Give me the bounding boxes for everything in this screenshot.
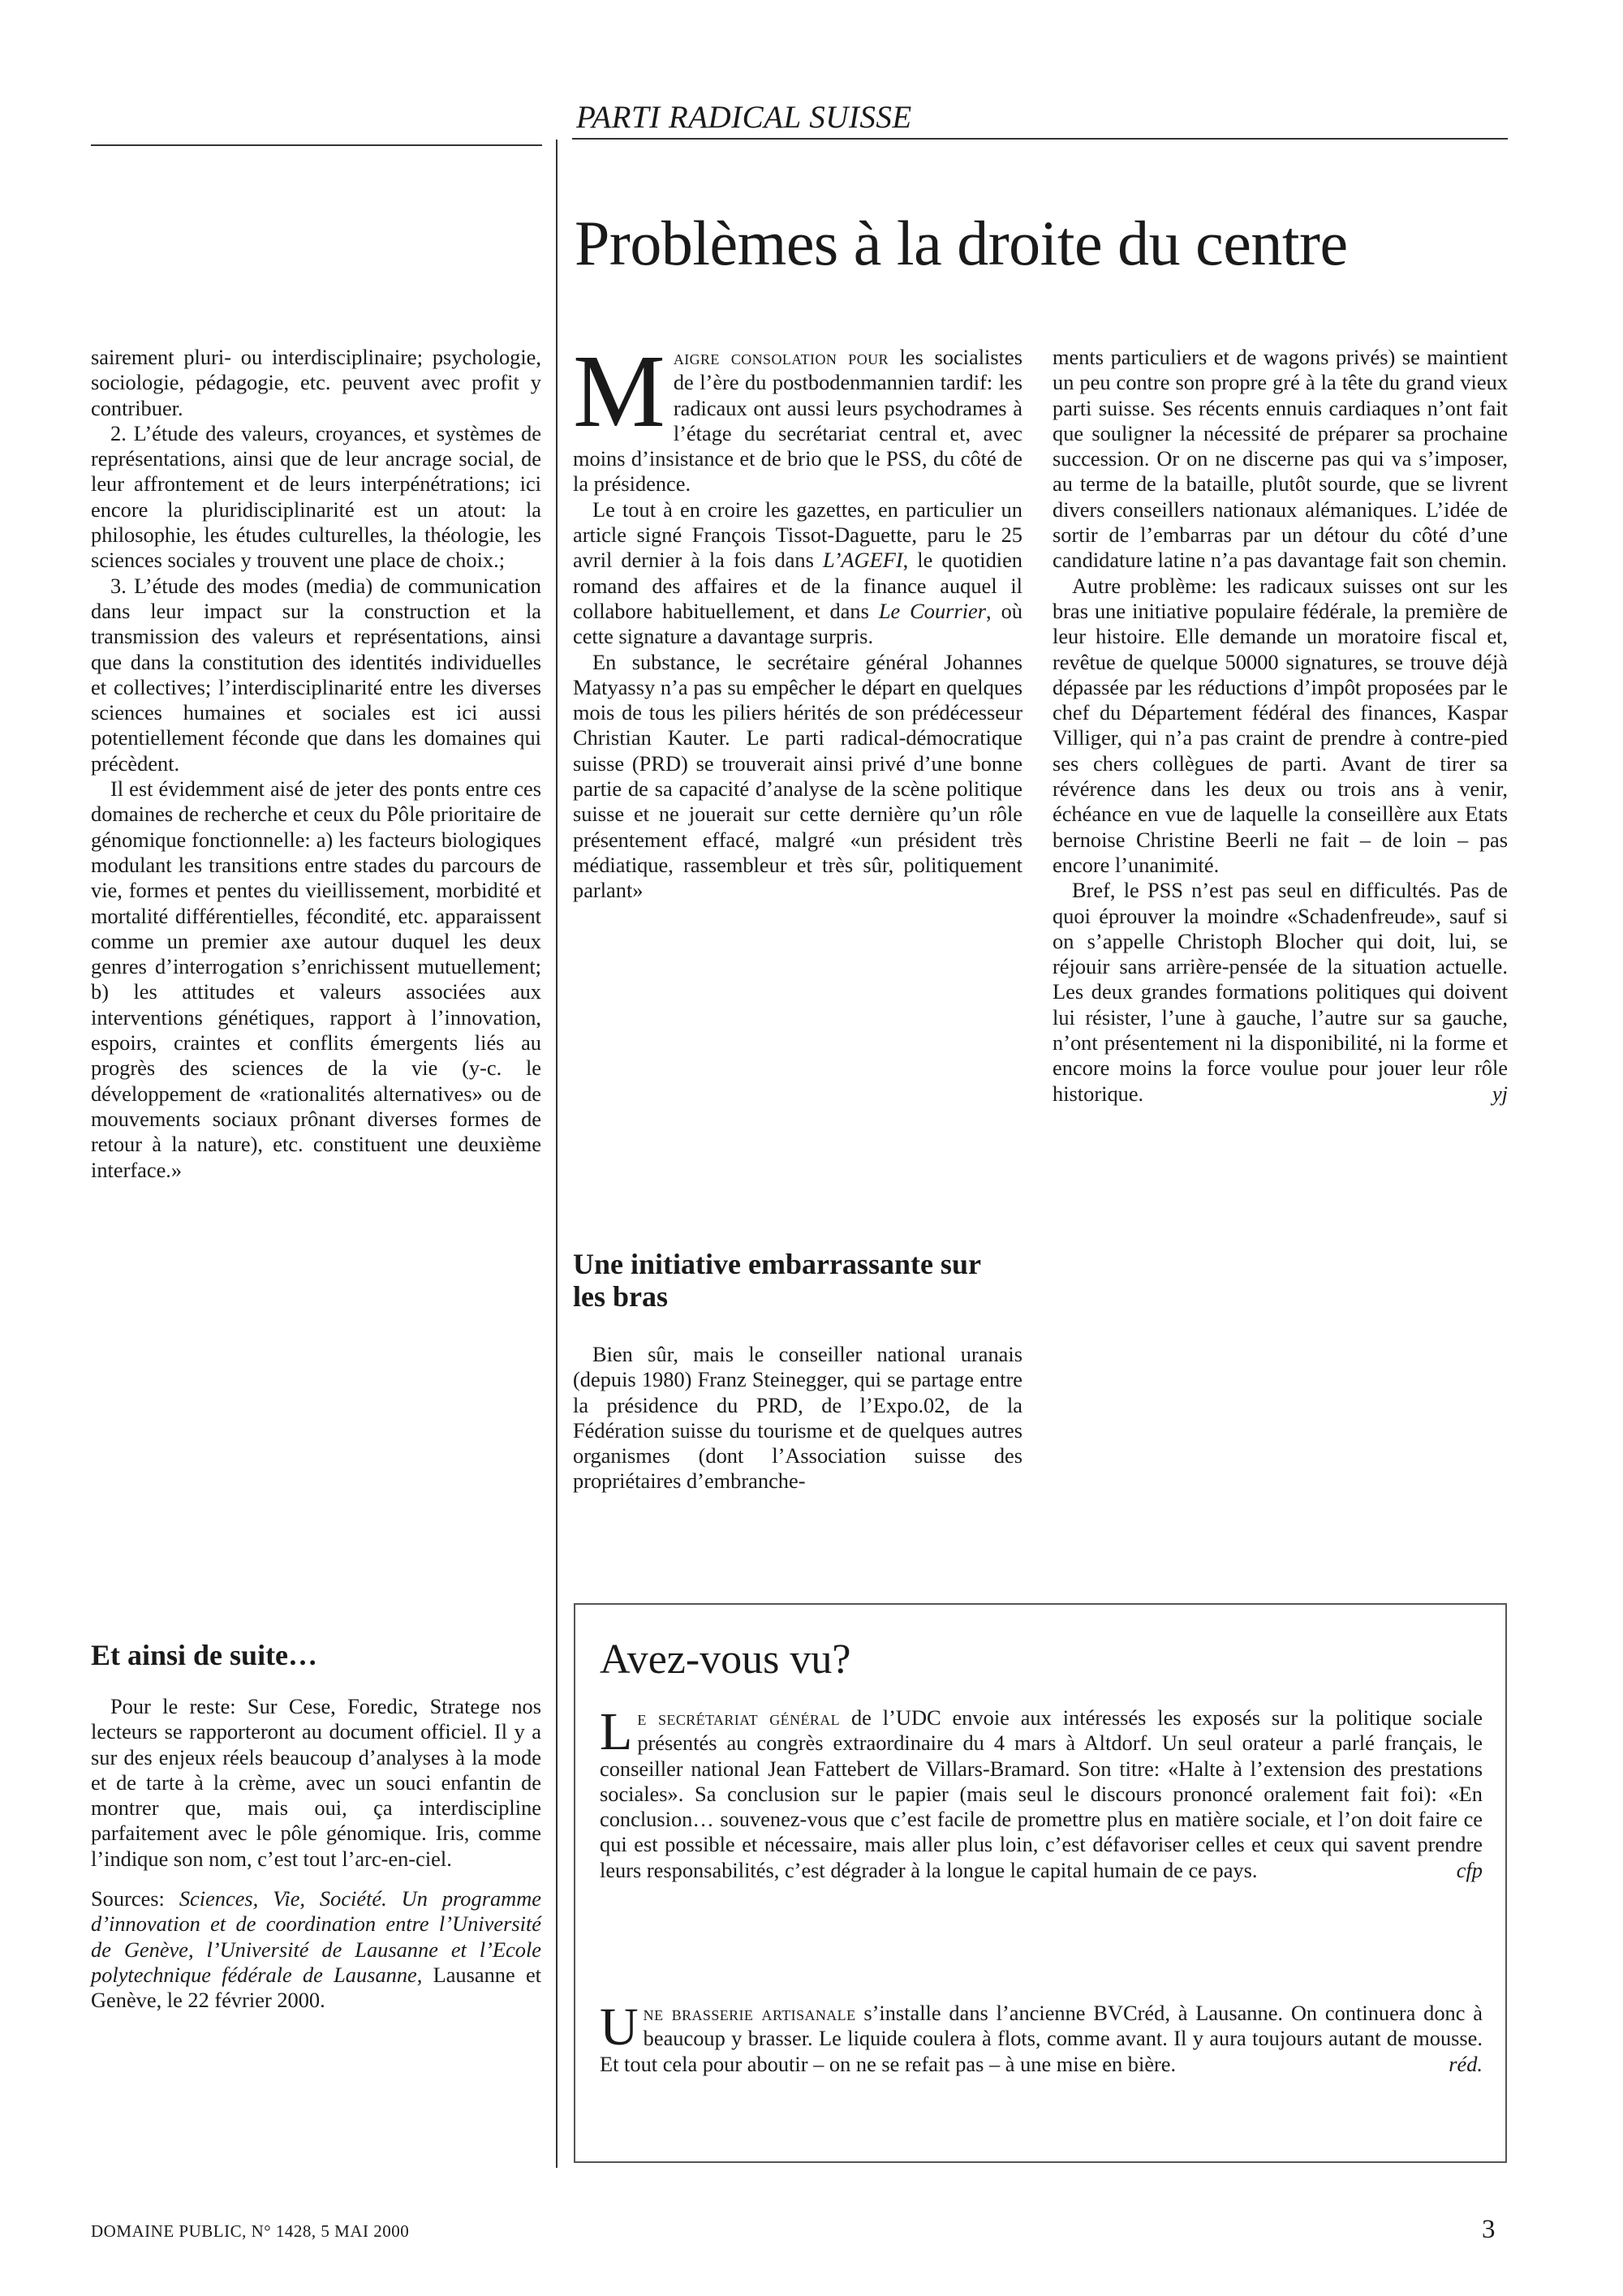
box-title: Avez-vous vu?: [600, 1636, 851, 1683]
page-number: 3: [1482, 2215, 1496, 2244]
box-item-1-text: de l’UDC envoie aux intéressés les exposés sur la politique sociale présentés au congrès extraordinaire du 4 mars à Altdorf. Un seul orateur a parlé français, le conseiller national Jean Fattebert de Villars-Bramard. Son titre: «Halte à l’extension des prestations sociales». Sa conclusion sur le papier (mais seul le discours prononcé oralement fait foi): «En conclusion… souvenez-vous que c’est facile de promettre plus en matière sociale, et l’on doit faire ce qui est possible et nécessaire, mais aller plus loin, c’est défavoriser celles et ceux qui savent prendre leurs responsabilités, c’est dégrader à la longue le capital humain de ce pays.: [600, 1705, 1483, 1882]
left-paragraph: Il est évidemment aisé de jeter des ponts entre ces domaines de recherche et ceux du Pôle prioritaire de génomique fonctionnelle: a) les facteurs biologiques modulant les transitions entre stades du parcours de vie, formes et pentes du vieillissement, morbidité et mortalité différentielles, fécondité, etc. apparaissent comme un premier axe autour duquel les deux genres d’interrogation s’enrichissent mutuellement; b) les attitudes et valeurs associées aux interventions génétiques, rapport à l’innovation, espoirs, craintes et conflits émergents liés au progrès des sciences de la vie (y-c. le développement de «rationalités alternatives» ou de mouvements sociaux prônant diverses formes de retour à la nature), etc. constituent une deuxième interface.»: [91, 776, 541, 1182]
article-paragraph-continued: ments particuliers et de wagons privés) se maintient un peu contre son propre gré à la tête du grand vieux parti suisse. Ses récents ennuis cardiaques n’ont fait que souligner la nécessité de préparer sa prochaine succession. Or on ne discerne pas qui va s’imposer, au terme de la bataille, plutôt sourde, que se livrent divers conseillers nationaux alémaniques. L’idée de sortir de l’embarras par un détour du côté d’une candidature latine n’a pas davantage fait son chemin.: [1053, 345, 1508, 573]
article-signature: yj: [1492, 1081, 1508, 1106]
left-paragraph: sairement pluri- ou interdisciplinaire; psychologie, sociologie, pédagogie, etc. peuvent avec profit y contribuer.: [91, 345, 541, 420]
sources-paragraph: [91, 1886, 541, 2013]
article-text: Le tout à en croire les gazettes, en particulier un article signé François Tissot-Daguette, paru le 25 avril dernier à la fois dans: [573, 497, 1022, 573]
left-top-rule: [91, 144, 542, 146]
agefi-title: L’AGEFI: [822, 548, 903, 573]
box-item-2-signature: réd.: [1449, 2051, 1483, 2076]
sources-title: Sciences, Vie, Société. Un programme d’innovation et de coordination entre l’Université de Genève, l’Université de Lausanne et l’Ecole polytechnique fédérale de Lausanne,: [91, 1886, 541, 1987]
article-paragraph: [1053, 878, 1508, 1107]
box-item-2-smallcaps: ne brasserie artisanale: [643, 2001, 856, 2025]
sidebar-box: [574, 1603, 1507, 2163]
article-column-2: [1053, 345, 1508, 1602]
article-paragraph: Bien sûr, mais le conseiller national uranais (depuis 1980) Franz Steinegger, qui se partage entre la présidence du PRD, de l’Expo.02, de la Fédération suisse du tourisme et de quelques autres organismes (dont l’Association suisse des propriétaires d’embranche-: [573, 1342, 1022, 1494]
closing-paragraph: Pour le reste: Sur Cese, Foredic, Stratege nos lecteurs se rapporteront au document officiel. Il y a sur des enjeux réels beaucoup d’analyses à la mode et de tarte à la crème, avec un souci enfantin de montrer que, mais oui, ça interdiscipline parfaitement avec le pôle génomique. Iris, comme l’indique son nom, c’est tout l’arc-en-ciel.: [91, 1694, 541, 1871]
article-dropcap: M: [573, 333, 665, 449]
article-paragraph: En substance, le secrétaire général Johannes Matyassy n’a pas su empêcher le départ en quelques mois de tous les piliers hérités de son prédécesseur Christian Kauter. Le parti radical-démocratique suisse (PRD) se trouverait ainsi privé d’une bonne partie de sa capacité d’analyse de la scène politique suisse et ne jouerait sur cette dernière qu’un rôle présentement effacé, malgré «un président très médiatique, rassembleur et très sûr, politiquement parlant»: [573, 649, 1022, 903]
section-label: PARTI RADICAL SUISSE: [576, 100, 912, 135]
article-column-1-bottom: [573, 1342, 1022, 1595]
right-top-rule: [572, 138, 1508, 140]
left-closing: [91, 1694, 541, 2014]
article-text: , le quotidien romand des affaires et de la finance auquel il collabore habituellement, et dans: [573, 548, 1023, 623]
article-paragraph: [573, 497, 1022, 650]
box-item-1-dropcap: L: [600, 1702, 633, 1761]
article-text: Bref, le PSS n’est pas seul en difficultés. Pas de quoi éprouver la moindre «Schadenfreude», sauf si on s’appelle Christoph Blocher qui doit, lui, se réjouir sans arrière-pensée de la situation actuelle. Les deux grandes formations politiques qui doivent lui résister, l’une à gauche, l’autre sur sa gauche, n’ont présentement ni la disponibilité, ni la forme et encore moins la force voulue pour jouer leur rôle historique.: [1053, 878, 1508, 1106]
left-paragraph: 3. L’étude des modes (media) de communication dans leur impact sur la construction et la transmission des valeurs et représentations, ainsi que dans la constitution des identités individuelles et collectives; l’interdisciplinarité entre les diverses sciences humaines et sociales est ici aussi potentiellement féconde que dans les domaines qui précèdent.: [91, 573, 541, 776]
sources-place-date: Lausanne et Genève, le 22 février 2000.: [91, 1962, 541, 2013]
article-lead-text: les socialistes de l’ère du postbodenmannien tardif: les radicaux ont aussi leurs psychodrames à l’étage du secrétariat central et, avec moins d’insistance et de brio que le PSS, du côté de la présidence.: [573, 345, 1022, 497]
box-item-1: [600, 1702, 1483, 1883]
box-item-2-text: s’installe dans l’ancienne BVCréd, à Lausanne. On continuera donc à beaucoup y brasser. Le liquide coulera à flots, comme avant. Il y aura toujours autant de mousse. Et tout cela pour aboutir – on ne se refait pas – à une mise en bière.: [600, 2001, 1483, 2076]
article-subhead: Une initiative embarrassante sur les bras: [573, 1248, 981, 1313]
article-headline: Problèmes à la droite du centre: [575, 208, 1348, 278]
article-text: , où cette signature a davantage surpris.: [573, 598, 1022, 649]
article-lead: [573, 333, 1022, 497]
article-lead-smallcaps: aigre consolation pour: [673, 345, 889, 369]
column-divider: [556, 140, 558, 2168]
box-item-2: [600, 1997, 1483, 2077]
left-paragraph: 2. L’étude des valeurs, croyances, et systèmes de représentations, ainsi que de leur ancrage social, de leur affrontement et de leurs interpénétrations; ici encore la pluridisciplinarité est un atout: la philosophie, les études culturelles, la théologie, les sciences sociales y trouvent une place de choix.;: [91, 420, 541, 573]
article-paragraph: Autre problème: les radicaux suisses ont sur les bras une initiative populaire fédérale, la première de leur histoire. Elle demande un moratoire fiscal et, revêtue de quelque 50000 signatures, se trouve déjà dépassée par les réductions d’impôt proposées par le chef du Département fédéral des finances, Kaspar Villiger, qui n’a pas craint de prendre à contre-pied ses chers collègues de parti. Avant de tirer sa révérence dans les deux ou trois ans à venir, échéance en vue de laquelle la conseillère aux Etats bernoise Christine Beerli ne fait – de loin – pas encore l’unanimité.: [1053, 573, 1508, 877]
sources-label: Sources:: [91, 1886, 165, 1911]
left-column: [91, 345, 541, 1183]
article-column-1: [573, 333, 1023, 904]
footer-publication: DOMAINE PUBLIC, N° 1428, 5 MAI 2000: [91, 2221, 410, 2241]
box-item-1-signature: cfp: [1456, 1857, 1483, 1882]
courrier-title: Le Courrier: [878, 598, 987, 623]
box-item-2-dropcap: U: [600, 1997, 639, 2057]
box-item-1-smallcaps: e secrétariat général: [637, 1705, 841, 1730]
left-subhead: Et ainsi de suite…: [91, 1639, 318, 1671]
